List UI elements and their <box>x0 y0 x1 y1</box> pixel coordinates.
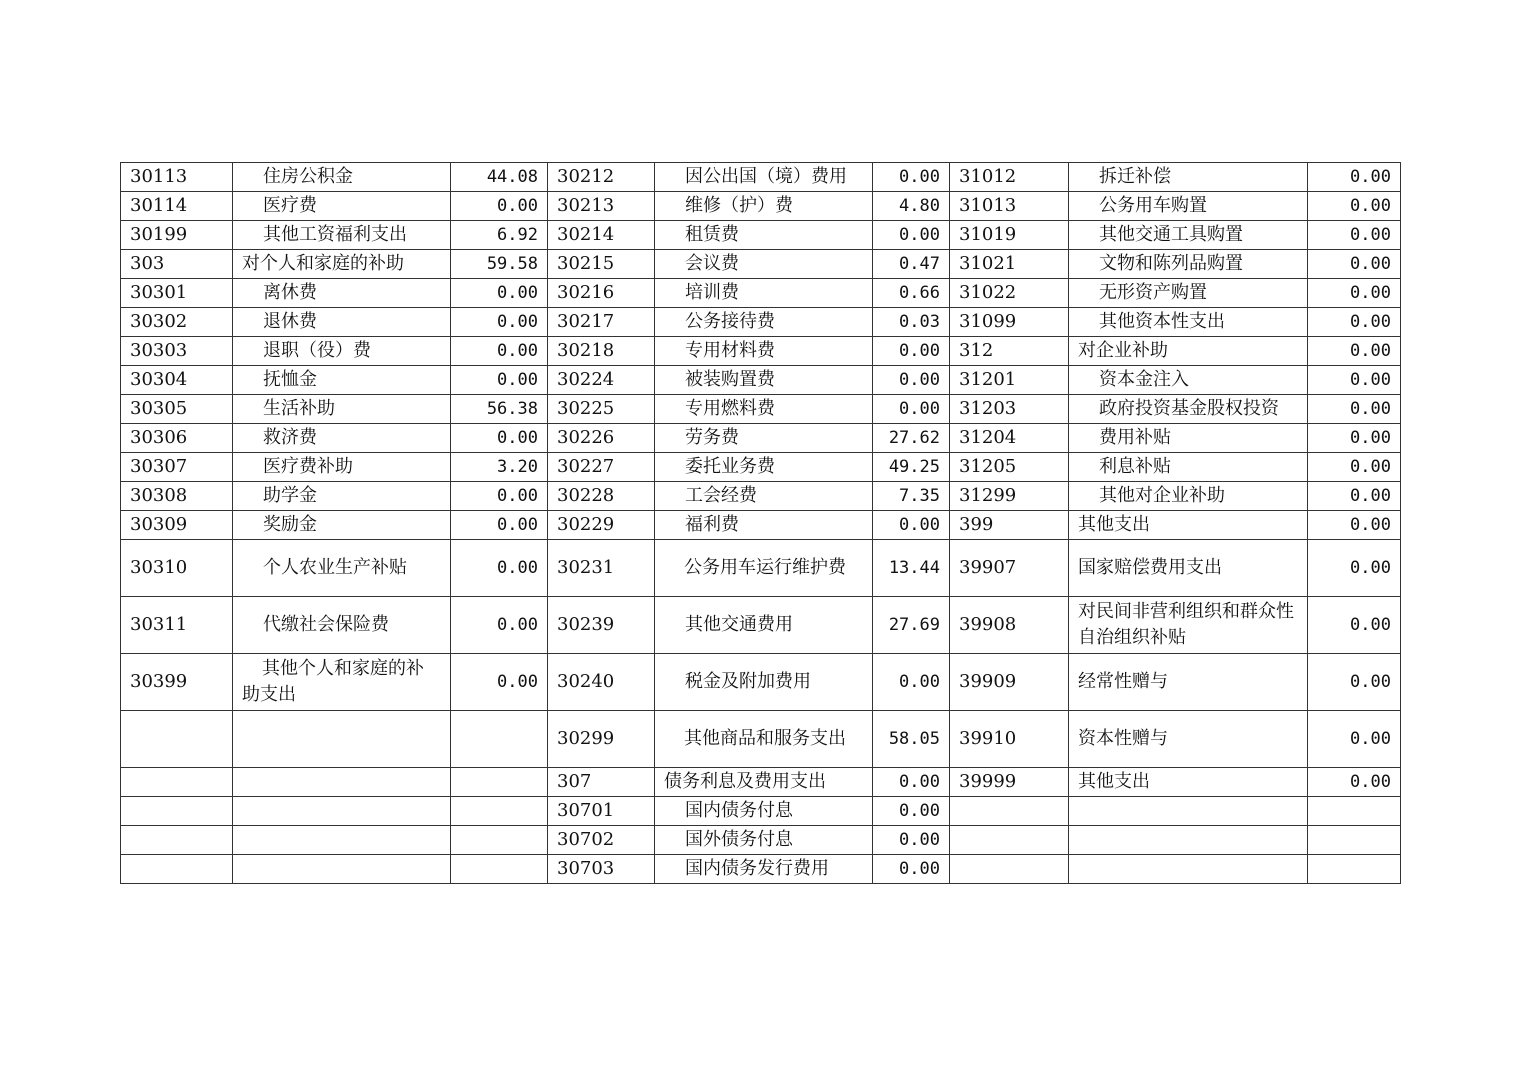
amount-cell: 44.08 <box>451 163 548 192</box>
code-cell: 31019 <box>950 221 1069 250</box>
code-cell: 30240 <box>548 654 655 711</box>
amount-cell: 0.00 <box>451 540 548 597</box>
code-cell: 30311 <box>121 597 233 654</box>
code-cell: 30113 <box>121 163 233 192</box>
code-cell: 30310 <box>121 540 233 597</box>
code-cell: 30227 <box>548 453 655 482</box>
item-name-cell: 对个人和家庭的补助 <box>233 250 451 279</box>
code-cell: 30309 <box>121 511 233 540</box>
code-cell <box>121 826 233 855</box>
amount-cell: 0.00 <box>873 826 950 855</box>
item-name-cell <box>1069 826 1308 855</box>
amount-cell: 0.00 <box>873 797 950 826</box>
item-name-cell: 公务接待费 <box>655 308 873 337</box>
item-name-cell: 退职（役）费 <box>233 337 451 366</box>
item-name-cell: 其他交通工具购置 <box>1069 221 1308 250</box>
code-cell: 31203 <box>950 395 1069 424</box>
amount-cell: 0.66 <box>873 279 950 308</box>
amount-cell: 0.00 <box>873 855 950 884</box>
amount-cell: 58.05 <box>873 711 950 768</box>
code-cell: 30215 <box>548 250 655 279</box>
amount-cell: 0.00 <box>1308 654 1401 711</box>
code-cell: 31021 <box>950 250 1069 279</box>
amount-cell: 3.20 <box>451 453 548 482</box>
amount-cell: 0.00 <box>873 163 950 192</box>
amount-cell: 0.00 <box>451 597 548 654</box>
amount-cell: 0.00 <box>1308 250 1401 279</box>
table-row <box>121 163 1401 192</box>
amount-cell: 56.38 <box>451 395 548 424</box>
item-name-cell: 医疗费补助 <box>233 453 451 482</box>
item-name-cell: 其他支出 <box>1069 511 1308 540</box>
amount-cell <box>1308 855 1401 884</box>
code-cell: 30217 <box>548 308 655 337</box>
amount-cell: 0.00 <box>1308 482 1401 511</box>
item-name-cell: 其他对企业补助 <box>1069 482 1308 511</box>
amount-cell: 7.35 <box>873 482 950 511</box>
code-cell <box>950 797 1069 826</box>
table-row <box>121 855 1401 884</box>
code-cell: 31013 <box>950 192 1069 221</box>
code-cell: 303 <box>121 250 233 279</box>
table-row <box>121 768 1401 797</box>
amount-cell <box>451 797 548 826</box>
code-cell: 30702 <box>548 826 655 855</box>
code-cell: 30216 <box>548 279 655 308</box>
code-cell: 31201 <box>950 366 1069 395</box>
code-cell: 30303 <box>121 337 233 366</box>
code-cell: 30214 <box>548 221 655 250</box>
amount-cell: 0.00 <box>451 654 548 711</box>
item-name-cell: 国家赔偿费用支出 <box>1069 540 1308 597</box>
item-name-cell: 费用补贴 <box>1069 424 1308 453</box>
amount-cell: 0.00 <box>873 395 950 424</box>
item-name-cell: 对企业补助 <box>1069 337 1308 366</box>
amount-cell <box>451 711 548 768</box>
code-cell: 30307 <box>121 453 233 482</box>
code-cell <box>950 826 1069 855</box>
code-cell: 30305 <box>121 395 233 424</box>
code-cell: 30308 <box>121 482 233 511</box>
item-name-cell: 租赁费 <box>655 221 873 250</box>
table-row <box>121 366 1401 395</box>
table-row <box>121 337 1401 366</box>
amount-cell: 0.00 <box>1308 597 1401 654</box>
amount-cell: 0.00 <box>873 366 950 395</box>
table-body <box>121 163 1401 884</box>
table-row <box>121 453 1401 482</box>
code-cell <box>121 797 233 826</box>
amount-cell: 0.00 <box>1308 163 1401 192</box>
code-cell: 30701 <box>548 797 655 826</box>
item-name-cell: 专用燃料费 <box>655 395 873 424</box>
code-cell: 31299 <box>950 482 1069 511</box>
item-name-cell: 代缴社会保险费 <box>233 597 451 654</box>
code-cell <box>121 768 233 797</box>
amount-cell: 0.00 <box>1308 711 1401 768</box>
table-row <box>121 797 1401 826</box>
item-name-cell: 对民间非营利组织和群众性自治组织补贴 <box>1069 597 1308 654</box>
table-row <box>121 482 1401 511</box>
item-name-cell: 会议费 <box>655 250 873 279</box>
code-cell: 30703 <box>548 855 655 884</box>
item-name-cell: 其他工资福利支出 <box>233 221 451 250</box>
code-cell: 30239 <box>548 597 655 654</box>
budget-expenditure-table <box>120 162 1401 884</box>
code-cell <box>121 855 233 884</box>
amount-cell: 0.00 <box>451 308 548 337</box>
code-cell: 30299 <box>548 711 655 768</box>
code-cell: 30226 <box>548 424 655 453</box>
item-name-cell: 助学金 <box>233 482 451 511</box>
table-row <box>121 424 1401 453</box>
item-name-cell: 因公出国（境）费用 <box>655 163 873 192</box>
code-cell: 30301 <box>121 279 233 308</box>
code-cell: 31099 <box>950 308 1069 337</box>
amount-cell: 0.00 <box>451 424 548 453</box>
amount-cell: 27.69 <box>873 597 950 654</box>
amount-cell: 4.80 <box>873 192 950 221</box>
code-cell: 39999 <box>950 768 1069 797</box>
item-name-cell: 培训费 <box>655 279 873 308</box>
item-name-cell: 国内债务发行费用 <box>655 855 873 884</box>
amount-cell: 49.25 <box>873 453 950 482</box>
amount-cell: 0.00 <box>451 366 548 395</box>
amount-cell: 0.00 <box>873 654 950 711</box>
item-name-cell: 医疗费 <box>233 192 451 221</box>
item-name-cell: 劳务费 <box>655 424 873 453</box>
code-cell: 30213 <box>548 192 655 221</box>
item-name-cell: 奖励金 <box>233 511 451 540</box>
code-cell: 31022 <box>950 279 1069 308</box>
amount-cell <box>451 768 548 797</box>
amount-cell: 59.58 <box>451 250 548 279</box>
item-name-cell <box>233 855 451 884</box>
item-name-cell: 被装购置费 <box>655 366 873 395</box>
amount-cell: 0.00 <box>873 511 950 540</box>
code-cell: 30304 <box>121 366 233 395</box>
code-cell <box>950 855 1069 884</box>
item-name-cell: 资本金注入 <box>1069 366 1308 395</box>
item-name-cell <box>233 797 451 826</box>
table-row <box>121 250 1401 279</box>
table-row <box>121 192 1401 221</box>
code-cell: 30225 <box>548 395 655 424</box>
amount-cell: 0.03 <box>873 308 950 337</box>
item-name-cell: 工会经费 <box>655 482 873 511</box>
item-name-cell: 税金及附加费用 <box>655 654 873 711</box>
amount-cell: 0.00 <box>873 221 950 250</box>
item-name-cell <box>1069 855 1308 884</box>
code-cell: 312 <box>950 337 1069 366</box>
item-name-cell: 个人农业生产补贴 <box>233 540 451 597</box>
amount-cell: 0.00 <box>1308 308 1401 337</box>
code-cell: 307 <box>548 768 655 797</box>
amount-cell <box>451 855 548 884</box>
table-row <box>121 540 1401 597</box>
item-name-cell: 公务用车购置 <box>1069 192 1308 221</box>
amount-cell: 0.00 <box>873 768 950 797</box>
table-row <box>121 826 1401 855</box>
amount-cell: 0.00 <box>1308 221 1401 250</box>
item-name-cell: 其他交通费用 <box>655 597 873 654</box>
item-name-cell: 其他个人和家庭的补助支出 <box>233 654 451 711</box>
amount-cell: 0.00 <box>451 511 548 540</box>
amount-cell: 13.44 <box>873 540 950 597</box>
amount-cell: 0.00 <box>451 337 548 366</box>
code-cell: 30229 <box>548 511 655 540</box>
code-cell: 30302 <box>121 308 233 337</box>
item-name-cell: 资本性赠与 <box>1069 711 1308 768</box>
amount-cell: 0.00 <box>451 192 548 221</box>
item-name-cell: 利息补贴 <box>1069 453 1308 482</box>
code-cell: 31205 <box>950 453 1069 482</box>
code-cell: 39909 <box>950 654 1069 711</box>
item-name-cell <box>1069 797 1308 826</box>
item-name-cell: 其他资本性支出 <box>1069 308 1308 337</box>
table-row <box>121 308 1401 337</box>
code-cell: 30224 <box>548 366 655 395</box>
amount-cell: 0.00 <box>1308 192 1401 221</box>
item-name-cell: 拆迁补偿 <box>1069 163 1308 192</box>
code-cell: 39907 <box>950 540 1069 597</box>
code-cell: 30114 <box>121 192 233 221</box>
code-cell: 30199 <box>121 221 233 250</box>
code-cell: 30218 <box>548 337 655 366</box>
amount-cell <box>451 826 548 855</box>
code-cell: 30212 <box>548 163 655 192</box>
amount-cell: 0.00 <box>1308 395 1401 424</box>
item-name-cell: 无形资产购置 <box>1069 279 1308 308</box>
item-name-cell: 经常性赠与 <box>1069 654 1308 711</box>
item-name-cell: 其他商品和服务支出 <box>655 711 873 768</box>
amount-cell: 0.00 <box>1308 366 1401 395</box>
code-cell: 399 <box>950 511 1069 540</box>
item-name-cell: 生活补助 <box>233 395 451 424</box>
table-row <box>121 654 1401 711</box>
item-name-cell <box>233 711 451 768</box>
code-cell: 31204 <box>950 424 1069 453</box>
item-name-cell: 公务用车运行维护费 <box>655 540 873 597</box>
table-row <box>121 279 1401 308</box>
item-name-cell: 住房公积金 <box>233 163 451 192</box>
item-name-cell: 委托业务费 <box>655 453 873 482</box>
item-name-cell: 救济费 <box>233 424 451 453</box>
code-cell: 31012 <box>950 163 1069 192</box>
code-cell: 30306 <box>121 424 233 453</box>
amount-cell: 0.00 <box>1308 511 1401 540</box>
item-name-cell: 退休费 <box>233 308 451 337</box>
item-name-cell: 文物和陈列品购置 <box>1069 250 1308 279</box>
item-name-cell: 福利费 <box>655 511 873 540</box>
item-name-cell: 专用材料费 <box>655 337 873 366</box>
amount-cell: 0.00 <box>1308 453 1401 482</box>
amount-cell: 0.00 <box>1308 279 1401 308</box>
code-cell <box>121 711 233 768</box>
item-name-cell: 政府投资基金股权投资 <box>1069 395 1308 424</box>
item-name-cell: 债务利息及费用支出 <box>655 768 873 797</box>
item-name-cell <box>233 768 451 797</box>
table-row <box>121 221 1401 250</box>
amount-cell: 0.47 <box>873 250 950 279</box>
table-row <box>121 597 1401 654</box>
amount-cell: 0.00 <box>1308 337 1401 366</box>
amount-cell: 0.00 <box>451 482 548 511</box>
amount-cell: 0.00 <box>1308 768 1401 797</box>
item-name-cell: 维修（护）费 <box>655 192 873 221</box>
amount-cell: 0.00 <box>1308 540 1401 597</box>
amount-cell: 27.62 <box>873 424 950 453</box>
code-cell: 39908 <box>950 597 1069 654</box>
code-cell: 30228 <box>548 482 655 511</box>
code-cell: 30399 <box>121 654 233 711</box>
item-name-cell <box>233 826 451 855</box>
amount-cell <box>1308 826 1401 855</box>
amount-cell <box>1308 797 1401 826</box>
amount-cell: 0.00 <box>873 337 950 366</box>
amount-cell: 6.92 <box>451 221 548 250</box>
item-name-cell: 国外债务付息 <box>655 826 873 855</box>
item-name-cell: 离休费 <box>233 279 451 308</box>
table-row <box>121 395 1401 424</box>
code-cell: 30231 <box>548 540 655 597</box>
item-name-cell: 国内债务付息 <box>655 797 873 826</box>
table-row <box>121 711 1401 768</box>
item-name-cell: 抚恤金 <box>233 366 451 395</box>
amount-cell: 0.00 <box>1308 424 1401 453</box>
table-row <box>121 511 1401 540</box>
amount-cell: 0.00 <box>451 279 548 308</box>
code-cell: 39910 <box>950 711 1069 768</box>
item-name-cell: 其他支出 <box>1069 768 1308 797</box>
